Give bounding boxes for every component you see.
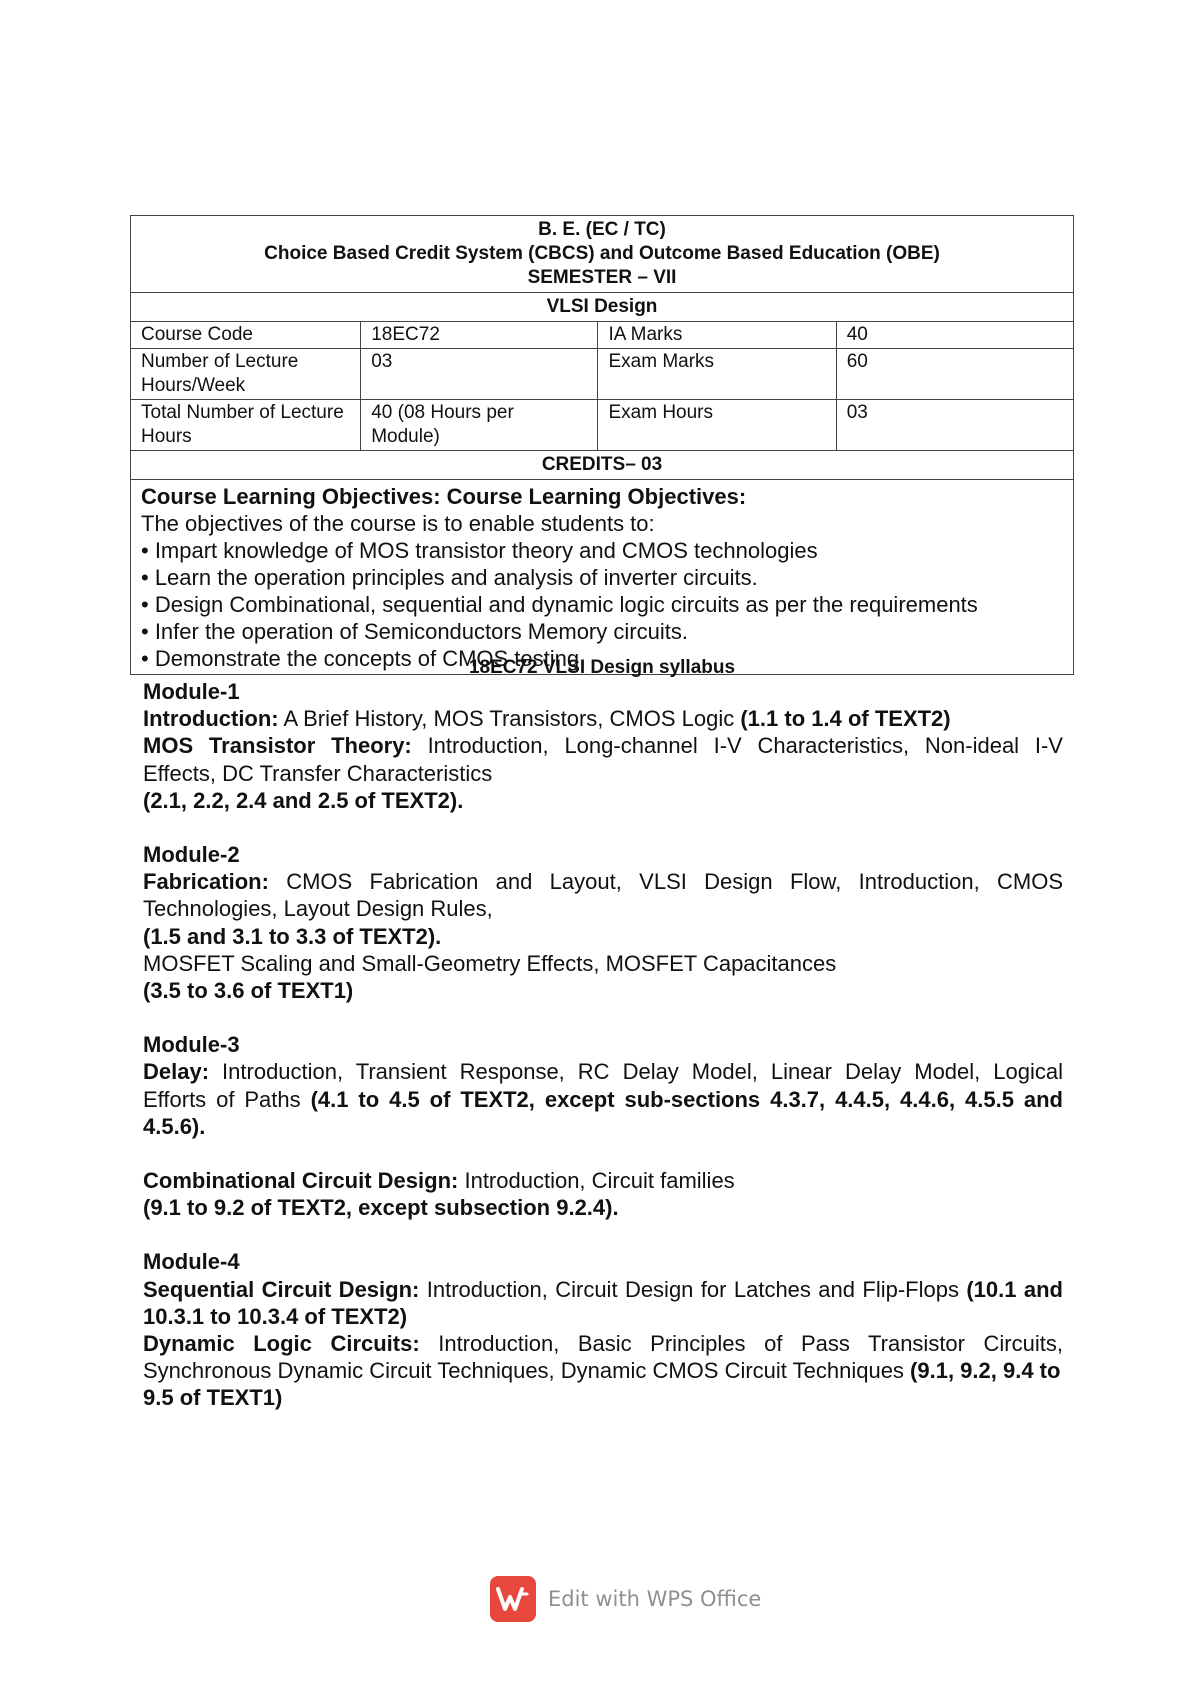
exam-marks-label: Exam Marks [598,349,836,400]
module-4-topic-heading: Dynamic Logic Circuits: [143,1331,420,1357]
module-3-topic-heading: Delay: [143,1059,210,1085]
module-4-title: Module-4 [143,1249,240,1275]
course-info-table [130,215,1074,675]
objective-item: • Design Combinational, sequential and dynamic logic circuits as per the requirements [141,592,978,617]
module-3-paragraph [143,1167,1063,1194]
objectives-cell [131,480,1074,675]
module-3-topic-heading: Combinational Circuit Design: [143,1168,459,1194]
objective-item: • Learn the operation principles and analysis of inverter circuits. [141,565,758,590]
module-4-topic-reference: (9.1, 9.2, 9.4 to [910,1358,1061,1384]
course-code-label: Course Code [131,322,361,349]
module-4-topic-text: Introduction, Basic Principles of Pass Transistor Circuits, Synchronous Dynamic Circuit Techniques, Dynamic CMOS Circuit Techniques [143,1331,1063,1384]
module-2-topic-text: MOSFET Scaling and Small-Geometry Effects, MOSFET Capacitances [143,950,837,976]
objective-item: • Impart knowledge of MOS transistor theory and CMOS technologies [141,538,818,563]
module-4-paragraph [143,1330,1063,1384]
module-1-topic-heading: MOS Transistor Theory: [143,733,412,759]
module-2-paragraph [143,868,1063,922]
module-3-topic-reference: (9.1 to 9.2 of TEXT2, except subsection 9.2.4). [143,1195,619,1221]
objectives-intro: The objectives of the course is to enable students to: [141,511,655,536]
module-2-topic-text: CMOS Fabrication and Layout, VLSI Design Flow, Introduction, CMOS Technologies, Layout Design Rules, [143,869,1063,922]
credits-cell: CREDITS– 03 [131,451,1074,480]
module-3-paragraph [143,1058,1063,1140]
course-title: VLSI Design [131,293,1074,322]
module-4-paragraph [143,1276,1063,1330]
exam-hours-label: Exam Hours [598,400,836,451]
module-1-paragraph [143,732,1063,786]
objective-item: • Demonstrate the concepts of CMOS testing [141,646,580,671]
module-2-topic-reference: (1.5 and 3.1 to 3.3 of TEXT2). [143,923,442,949]
module-2-title: Module-2 [143,842,240,868]
lecture-hours-week-value: 03 [361,349,598,400]
credit-system-title: Choice Based Credit System (CBCS) and Outcome Based Education (OBE) [264,243,940,264]
module-1-topic-text: Introduction, Long-channel I-V Characteristics, Non-ideal I-V Effects, DC Transfer Characteristics [143,733,1063,786]
module-3-topic-text: Introduction, Transient Response, RC Delay Model, Linear Delay Model, Logical Efforts of Paths [143,1059,1063,1112]
module-1-paragraph [143,705,1063,732]
exam-marks-value: 60 [836,349,1073,400]
syllabus-caption: 18EC72 VLSI Design syllabus [468,657,736,678]
ia-marks-value: 40 [836,322,1073,349]
exam-hours-value: 03 [836,400,1073,451]
ia-marks-label: IA Marks [598,322,836,349]
program-header-cell [131,216,1074,293]
total-lecture-hours-label: Total Number of Lecture Hours [131,400,361,451]
module-4-topic-reference: 9.5 of TEXT1) [143,1385,283,1411]
table-row [131,322,1074,349]
module-4-topic-reference: (10.1 and 10.3.1 to 10.3.4 of TEXT2) [143,1276,1063,1329]
course-code-value: 18EC72 [361,322,598,349]
program-title: B. E. (EC / TC) [538,219,666,240]
table-row [131,349,1074,400]
module-1-title: Module-1 [143,679,240,704]
module-3-topic-reference: (4.1 to 4.5 of TEXT2, except sub-sections 4.3.7, 4.4.5, 4.4.6, 4.5.5 and 4.5.6). [143,1086,1063,1139]
module-2-topic-reference: (3.5 to 3.6 of TEXT1) [143,978,354,1004]
module-3-title: Module-3 [143,1032,240,1058]
module-2-topic-heading: Fabrication: [143,869,269,895]
wps-office-logo-icon [490,1576,536,1622]
module-1-topic-heading: Introduction: [143,706,279,732]
syllabus-body [143,678,1063,1412]
module-1-topic-reference: (1.1 to 1.4 of TEXT2) [740,706,951,732]
module-1-topic-reference: (2.1, 2.2, 2.4 and 2.5 of TEXT2). [143,787,464,813]
module-4-topic-heading: Sequential Circuit Design: [143,1276,420,1302]
module-1-topic-text: A Brief History, MOS Transistors, CMOS Logic [278,706,741,732]
table-row [131,400,1074,451]
wps-watermark [490,1575,761,1623]
module-4-topic-text: Introduction, Circuit Design for Latches and Flip-Flops [419,1276,967,1302]
objectives-heading: Course Learning Objectives: Course Learning Objectives: [141,484,747,509]
module-3-topic-text: Introduction, Circuit families [458,1168,735,1194]
semester-title: SEMESTER – VII [527,267,677,288]
objective-item: • Infer the operation of Semiconductors Memory circuits. [141,619,688,644]
watermark-text: Edit with WPS Office [548,1587,762,1611]
lecture-hours-week-label: Number of Lecture Hours/Week [131,349,361,400]
total-lecture-hours-value: 40 (08 Hours per Module) [361,400,598,451]
